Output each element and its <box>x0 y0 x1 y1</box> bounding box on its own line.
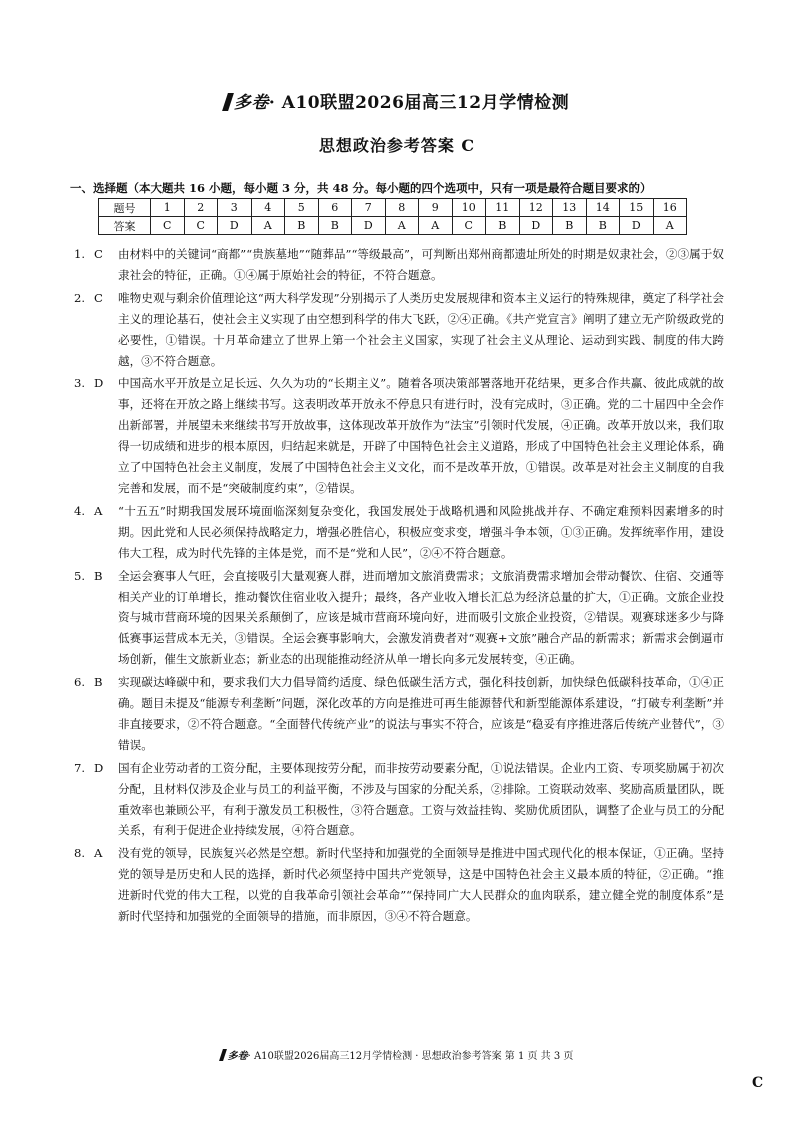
item-explanation-text: 由材料中的关键词“商都”“贵族墓地”“随葬品”“等级最高”，可判断出郑州商都遗址所处的时期是奴隶社会，②③属于奴隶社会的特征，正确。①④属于原始社会的特征，不符合题意。 <box>118 247 724 282</box>
answer-cell: A <box>251 217 285 235</box>
question-number-cell: 12 <box>519 199 553 217</box>
item-explanation-text: 国有企业劳动者的工资分配，主要体现按劳分配，而非按劳动要素分配，①说法错误。企业内工资、专项奖励属于初次分配，且材料仅涉及企业与员工的利益平衡，不涉及与国家的分配关系，②排除。工资联动效率、奖励高质量团队，既重效率也兼顾公平，有利于激发员工积极性，③符合题意。工资与效益挂钩、奖励优质团队，调整了企业与员工的分配关系，有利于促进企业持续发展，④符合题意。 <box>118 760 724 838</box>
answer-table-answer-row <box>99 217 687 235</box>
item-explanation-text: 唯物史观与剩余价值理论这“两大科学发现”分别揭示了人类历史发展规律和资本主义运行的特殊规律，奠定了科学社会主义的理论基石，使社会主义实现了由空想到科学的伟大飞跃，②④正确。《共产党宣言》阐明了建立无产阶级政党的必要性，①错误。十月革命建立了世界上第一个社会主义国家，实现了社会主义从理论、运动到实践、制度的伟大跨越，③不符合题意。 <box>118 290 724 368</box>
item-answer-letter: A <box>94 846 103 861</box>
item-answer-letter: A <box>94 503 103 518</box>
question-number-cell: 7 <box>352 199 386 217</box>
item-number: 7. <box>74 760 86 775</box>
explanation-item <box>74 373 724 498</box>
answer-cell: A <box>385 217 419 235</box>
item-answer-letter: B <box>94 568 103 583</box>
explanation-item <box>74 244 724 286</box>
brand-logo-icon <box>222 93 234 111</box>
question-number-cell: 9 <box>419 199 453 217</box>
section-heading: 一、选择题（本大题共 16 小题，每小题 3 分，共 48 分。每小题的四个选项中，只有一项是最符合题目要求的） <box>70 181 652 195</box>
answer-cell: B <box>318 217 352 235</box>
row-label-answer: 答案 <box>99 217 151 235</box>
answer-cell: C <box>452 217 486 235</box>
explanation-item <box>74 566 724 671</box>
footer-brand-logo-icon <box>219 1049 227 1061</box>
item-explanation-text: 没有党的领导，民族复兴必然是空想。新时代坚持和加强党的全面领导是推进中国式现代化的根本保证，①正确。坚持党的领导是历史和人民的选择，新时代必须坚持中国共产党领导，这是中国特色社会主义最本质的特征，②正确。“推进新时代党的伟大工程，以党的自我革命引领社会革命”“保持同广大人民群众的血肉联系，建立健全党的制度体系”是新时代坚持和加强党的全面领导的措施，而非原因，③④不符合题意。 <box>118 846 724 924</box>
item-number: 6. <box>74 675 86 690</box>
answer-table <box>98 198 687 235</box>
answer-explanations <box>74 244 724 929</box>
question-number-cell: 5 <box>285 199 319 217</box>
question-number-cell: 15 <box>620 199 654 217</box>
document-title <box>0 88 794 113</box>
answer-cell: A <box>653 217 687 235</box>
footer-text: · A10联盟2026届高三12月学情检测 · 思想政治参考答案 第 1 页 共 3 页 <box>247 1051 574 1062</box>
item-explanation-text: 全运会赛事人气旺，会直接吸引大量观赛人群，进而增加文旅消费需求；文旅消费需求增加会带动餐饮、住宿、交通等相关产业的订单增长，推动餐饮住宿业收入提升；最终，各产业收入增长汇总为经济总量的扩大，①正确。文旅企业投资与城市营商环境的因果关系颠倒了，应该是城市营商环境向好，进而吸引文旅企业投资，②错误。观赛球迷多少与降低赛事运营成本无关，③错误。全运会赛事影响大，会激发消费者对“观赛+文旅”融合产品的新需求；新需求会倒逼市场创新，催生文旅新业态；新业态的出现能推动经济从单一增长向多元发展转变，④正确。 <box>118 568 724 667</box>
item-number: 1. <box>74 247 86 261</box>
document-subtitle: 思想政治参考答案 C <box>318 136 476 155</box>
version-mark: C <box>752 1075 764 1091</box>
item-answer-letter: C <box>94 290 103 305</box>
question-number-cell: 16 <box>653 199 687 217</box>
answer-cell: C <box>184 217 218 235</box>
question-number-cell: 2 <box>184 199 218 217</box>
explanation-item <box>74 501 724 564</box>
explanation-item <box>74 288 724 372</box>
brand-name: 多卷 <box>233 93 269 113</box>
item-number: 5. <box>74 568 86 583</box>
question-number-cell: 6 <box>318 199 352 217</box>
item-answer-letter: B <box>94 675 103 690</box>
explanation-item <box>74 672 724 756</box>
question-number-cell: 14 <box>586 199 620 217</box>
question-number-cell: 10 <box>452 199 486 217</box>
question-number-cell: 1 <box>151 199 185 217</box>
explanation-item <box>74 843 724 927</box>
item-answer-letter: D <box>94 376 104 391</box>
item-explanation-text: 实现碳达峰碳中和，要求我们大力倡导简约适度、绿色低碳生活方式，强化科技创新，加快绿色低碳科技革命，①④正确。题目未提及“能源专利垄断”问题，深化改革的方向是推进可再生能源替代和新型能源体系建设，“打破专利垄断”并非直接要求，②不符合题意。“全面替代传统产业”的说法与事实不符合，应该是“稳妥有序推进落后传统产业替代”，③错误。 <box>118 675 724 752</box>
row-label-number: 题号 <box>99 199 151 217</box>
explanation-item <box>74 758 724 842</box>
answer-cell: D <box>352 217 386 235</box>
answer-cell: C <box>151 217 185 235</box>
question-number-cell: 4 <box>251 199 285 217</box>
answer-cell: B <box>486 217 520 235</box>
item-number: 4. <box>74 503 86 518</box>
page-footer <box>0 1047 794 1062</box>
question-number-cell: 13 <box>553 199 587 217</box>
question-number-cell: 8 <box>385 199 419 217</box>
question-number-cell: 3 <box>218 199 252 217</box>
answer-cell: B <box>586 217 620 235</box>
item-explanation-text: “十五五”时期我国发展环境面临深刻复杂变化，我国发展处于战略机遇和风险挑战并存、不确定难预料因素增多的时期。因此党和人民必须保持战略定力，增强必胜信心，积极应变求变，增强斗争本领，①③正确。发挥统率作用，建设伟大工程，成为时代先锋的主体是党，而不是“党和人民”，②④不符合题意。 <box>118 503 724 560</box>
title-text: · A10联盟2026届高三12月学情检测 <box>268 93 570 113</box>
item-number: 3. <box>74 376 86 391</box>
answer-cell: D <box>620 217 654 235</box>
answer-cell: B <box>285 217 319 235</box>
item-explanation-text: 中国高水平开放是立足长远、久久为功的“长期主义”。随着各项决策部署落地开花结果，更多合作共赢、彼此成就的故事，还将在开放之路上继续书写。这表明改革开放永不停息只有进行时，没有完成时，③正确。党的二十届四中全会作出新部署，并展望未来继续书写开放故事，这体现改革开放作为“法宝”引领时代发展，④正确。改革开放以来，我们取得一切成绩和进步的根本原因，归结起来就是，开辟了中国特色社会主义道路，形成了中国特色社会主义理论体系，确立了中国特色社会主义制度，发展了中国特色社会主义文化，而不是改革开放，①错误。改革是对社会主义制度的自我完善和发展，而不是“突破制度约束”，②错误。 <box>118 376 724 495</box>
question-number-cell: 11 <box>486 199 520 217</box>
item-answer-letter: D <box>94 760 104 775</box>
item-number: 2. <box>74 290 86 305</box>
footer-brand-name: 多卷 <box>227 1051 248 1062</box>
answer-cell: A <box>419 217 453 235</box>
answer-cell: D <box>519 217 553 235</box>
answer-cell: B <box>553 217 587 235</box>
item-number: 8. <box>74 846 86 861</box>
answer-cell: D <box>218 217 252 235</box>
item-answer-letter: C <box>94 247 103 261</box>
answer-table-number-row <box>99 199 687 217</box>
